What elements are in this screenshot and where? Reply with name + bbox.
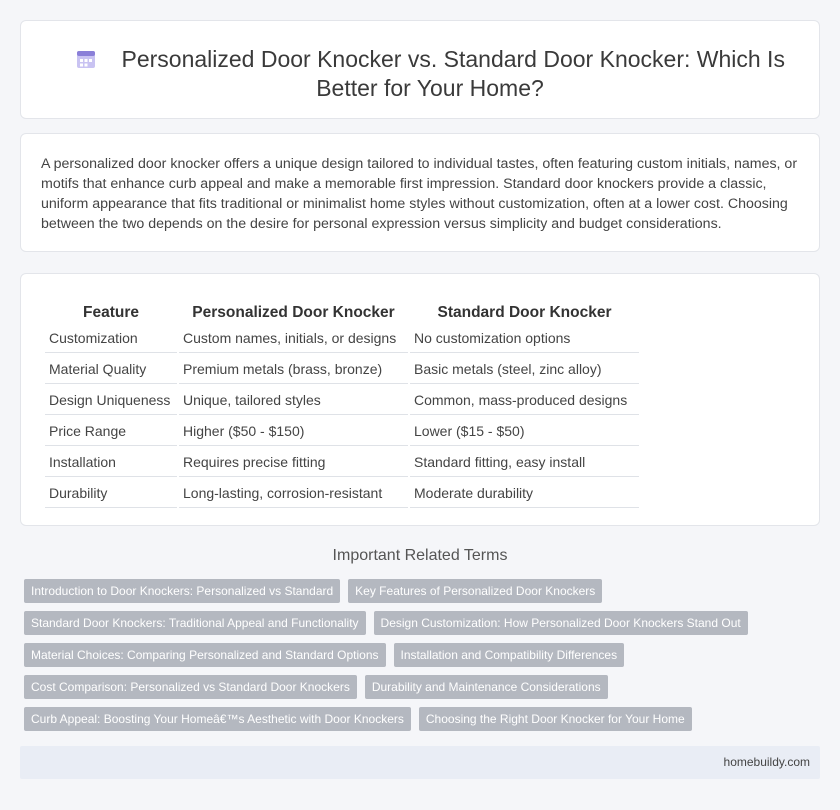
table-cell: Moderate durability bbox=[410, 479, 639, 508]
table-cell: Material Quality bbox=[45, 355, 177, 384]
table-row bbox=[45, 417, 639, 446]
header-card bbox=[20, 20, 820, 119]
related-term-tag[interactable]: Key Features of Personalized Door Knockers bbox=[348, 579, 602, 603]
tag-row bbox=[24, 611, 804, 635]
table-cell: Design Uniqueness bbox=[45, 386, 177, 415]
tag-row bbox=[24, 675, 804, 699]
table-cell: Requires precise fitting bbox=[179, 448, 408, 477]
table-row bbox=[45, 479, 639, 508]
title-wrap bbox=[61, 45, 799, 103]
related-term-tag[interactable]: Cost Comparison: Personalized vs Standard Door Knockers bbox=[24, 675, 357, 699]
table-header-row bbox=[45, 298, 639, 322]
related-term-tag[interactable]: Durability and Maintenance Considerations bbox=[365, 675, 608, 699]
table-row bbox=[45, 386, 639, 415]
comparison-card bbox=[20, 273, 820, 526]
table-cell: Installation bbox=[45, 448, 177, 477]
page-title: Personalized Door Knocker vs. Standard Door Knocker: Which Is Better for Your Home? bbox=[121, 46, 785, 101]
related-term-tag[interactable]: Design Customization: How Personalized Door Knockers Stand Out bbox=[374, 611, 748, 635]
table-cell: Customization bbox=[45, 324, 177, 353]
related-terms-heading: Important Related Terms bbox=[332, 547, 508, 564]
calendar-icon bbox=[75, 48, 97, 70]
table-cell: No customization options bbox=[410, 324, 639, 353]
comparison-table bbox=[43, 296, 641, 510]
table-cell: Price Range bbox=[45, 417, 177, 446]
related-term-tag[interactable]: Choosing the Right Door Knocker for Your Home bbox=[419, 707, 692, 731]
related-term-tag[interactable]: Curb Appeal: Boosting Your Homeâ€™s Aesthetic with Door Knockers bbox=[24, 707, 411, 731]
table-row bbox=[45, 448, 639, 477]
table-cell: Long-lasting, corrosion-resistant bbox=[179, 479, 408, 508]
tag-row bbox=[24, 707, 804, 731]
table-cell: Standard fitting, easy install bbox=[410, 448, 639, 477]
footer bbox=[20, 746, 820, 779]
table-cell: Lower ($15 - $50) bbox=[410, 417, 639, 446]
table-cell: Basic metals (steel, zinc alloy) bbox=[410, 355, 639, 384]
tag-row bbox=[24, 643, 804, 667]
intro-card bbox=[20, 133, 820, 252]
table-cell: Higher ($50 - $150) bbox=[179, 417, 408, 446]
related-terms-list bbox=[24, 579, 804, 739]
table-cell: Premium metals (brass, bronze) bbox=[179, 355, 408, 384]
table-cell: Custom names, initials, or designs bbox=[179, 324, 408, 353]
table-cell: Common, mass-produced designs bbox=[410, 386, 639, 415]
table-cell: Durability bbox=[45, 479, 177, 508]
related-term-tag[interactable]: Material Choices: Comparing Personalized and Standard Options bbox=[24, 643, 386, 667]
column-header-feature: Feature bbox=[83, 304, 139, 321]
table-cell: Unique, tailored styles bbox=[179, 386, 408, 415]
footer-site-link[interactable]: homebuildy.com bbox=[723, 755, 810, 769]
column-header-personalized: Personalized Door Knocker bbox=[192, 304, 395, 321]
column-header-standard: Standard Door Knocker bbox=[437, 304, 612, 321]
tag-row bbox=[24, 579, 804, 603]
table-row bbox=[45, 324, 639, 353]
related-term-tag[interactable]: Standard Door Knockers: Traditional Appeal and Functionality bbox=[24, 611, 366, 635]
intro-paragraph: A personalized door knocker offers a unique design tailored to individual tastes, often featuring custom initials, names, or motifs that enhance curb appeal and make a memorable first impression. Standard door knockers provide a classic, uniform appearance that fits traditional or minimalist home styles without customization, often at a lower cost. Choosing between the two depends on the desire for personal expression versus simplicity and budget considerations. bbox=[41, 156, 798, 232]
related-term-tag[interactable]: Introduction to Door Knockers: Personalized vs Standard bbox=[24, 579, 340, 603]
table-row bbox=[45, 355, 639, 384]
related-term-tag[interactable]: Installation and Compatibility Differences bbox=[394, 643, 625, 667]
